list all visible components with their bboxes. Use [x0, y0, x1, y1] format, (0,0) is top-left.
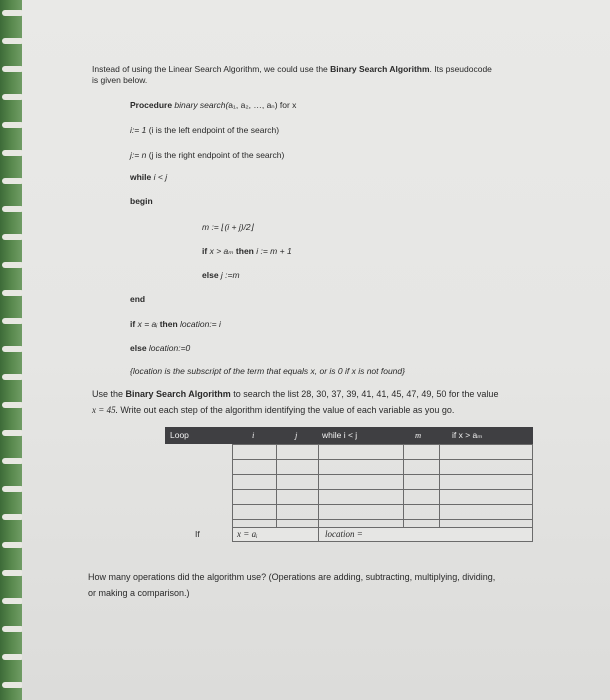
cell-i-row-2[interactable]	[232, 459, 277, 475]
while-line	[130, 172, 167, 182]
cell-i-row-4[interactable]	[232, 489, 277, 505]
m-assign: m := ⌊(i + j)/2⌋	[202, 222, 254, 232]
cell-m-row-3[interactable]	[403, 474, 440, 490]
cell-i-row-1[interactable]	[232, 444, 277, 460]
final-if-keyword: if	[130, 319, 136, 329]
cell-while-row-4[interactable]	[318, 489, 404, 505]
else-line	[202, 270, 240, 280]
intro-text: Instead of using the Linear Search Algorithm, we could use the	[92, 64, 328, 74]
cell-i-row-5[interactable]	[232, 504, 277, 520]
cell-if-row-4[interactable]	[439, 489, 533, 505]
table-body	[165, 444, 533, 542]
header-m: m	[415, 430, 422, 440]
begin-keyword: begin	[130, 196, 153, 206]
then-keyword: then	[235, 246, 254, 256]
binding-ring	[2, 66, 24, 72]
header-i: i	[252, 430, 255, 440]
cell-while-row-5[interactable]	[318, 504, 404, 520]
location-comment: {location is the subscript of the term that equals x, or is 0 if x is not found}	[130, 366, 405, 376]
binding-ring	[2, 346, 24, 352]
header-loop: Loop	[170, 430, 189, 440]
binding-ring	[2, 626, 24, 632]
else-keyword: else	[202, 270, 219, 280]
binding-ring	[2, 178, 24, 184]
binding-ring	[2, 38, 24, 44]
cell-if-row-1[interactable]	[439, 444, 533, 460]
if-condition: x > aₘ	[209, 246, 234, 256]
intro-line-1	[92, 64, 492, 74]
binding-ring	[2, 10, 24, 16]
binding-ring	[2, 486, 24, 492]
cell-m-row-1[interactable]	[403, 444, 440, 460]
i-assign: i:= 1	[130, 125, 147, 135]
binding-ring	[2, 598, 24, 604]
m-assign-line	[202, 222, 254, 233]
final-else-line	[130, 343, 190, 353]
end-keyword: end	[130, 294, 146, 304]
final-if-line	[130, 319, 221, 329]
i-comment: (i is the left endpoint of the search)	[148, 125, 280, 135]
while-condition: i < j	[153, 172, 168, 182]
header-j: j	[295, 430, 298, 440]
ops-question-line-1: How many operations did the algorithm use? (Operations are adding, subtracting, multiplying, dividing,	[88, 572, 496, 582]
cell-j-row-4[interactable]	[276, 489, 319, 505]
header-if: if x > aₘ	[452, 430, 483, 440]
target-value: x = 45.	[92, 405, 118, 415]
binding-ring	[2, 122, 24, 128]
j-init-line	[130, 150, 284, 160]
cell-j-row-2[interactable]	[276, 459, 319, 475]
while-keyword: while	[130, 172, 152, 182]
binding-ring	[2, 458, 24, 464]
cell-m-row-4[interactable]	[403, 489, 440, 505]
binding-ring	[2, 570, 24, 576]
intro-text-tail: . Its pseudocode	[429, 64, 492, 74]
cell-m-row-5[interactable]	[403, 504, 440, 520]
cell-while-row-1[interactable]	[318, 444, 404, 460]
ops-question-line-2: or making a comparison.)	[88, 588, 190, 598]
table-header	[165, 427, 533, 444]
location-cell[interactable]	[318, 527, 533, 542]
final-else-action: location:=0	[148, 343, 191, 353]
procedure-keyword: Procedure	[130, 100, 173, 110]
binding-ring	[2, 430, 24, 436]
procedure-line	[130, 100, 296, 111]
if-keyword: if	[202, 246, 208, 256]
cell-m-row-2[interactable]	[403, 459, 440, 475]
header-while: while i < j	[322, 430, 358, 440]
question-text: Use the	[92, 389, 124, 399]
cell-while-row-3[interactable]	[318, 474, 404, 490]
cell-if-row-2[interactable]	[439, 459, 533, 475]
final-then-keyword: then	[159, 319, 178, 329]
then-action: i := m + 1	[256, 246, 292, 256]
question-list: to search the list 28, 30, 37, 39, 41, 41, 45, 47, 49, 50 for the value	[233, 389, 499, 399]
final-then-action: location:= i	[180, 319, 221, 329]
if-row-condition-cell[interactable]	[232, 527, 319, 542]
binding-ring	[2, 318, 24, 324]
cell-j-row-5[interactable]	[276, 504, 319, 520]
binding-ring	[2, 542, 24, 548]
j-comment: (j is the right endpoint of the search)	[148, 150, 285, 160]
binding-ring	[2, 654, 24, 660]
binding-ring	[2, 290, 24, 296]
trace-table	[165, 427, 533, 542]
if-then-line	[202, 246, 292, 257]
procedure-args: a₁, a₂, …, aₙ	[228, 100, 275, 110]
binding-ring	[2, 206, 24, 212]
procedure-tail: ) for x	[274, 100, 297, 110]
question-line-2	[92, 405, 454, 415]
question-bold-term: Binary Search Algorithm	[125, 389, 231, 399]
cell-j-row-3[interactable]	[276, 474, 319, 490]
cell-while-row-2[interactable]	[318, 459, 404, 475]
intro-line-2: is given below.	[92, 75, 148, 85]
final-else-keyword: else	[130, 343, 147, 353]
intro-bold-term: Binary Search Algorithm	[330, 64, 430, 74]
binding-ring	[2, 234, 24, 240]
location-label: location =	[325, 529, 363, 539]
binding-ring	[2, 374, 24, 380]
cell-j-row-1[interactable]	[276, 444, 319, 460]
procedure-name: binary search(	[174, 100, 229, 110]
if-row-label: If	[195, 529, 200, 539]
question-line-1	[92, 389, 498, 399]
question-instruction: Write out each step of the algorithm identifying the value of each variable as you go.	[120, 405, 455, 415]
binding-ring	[2, 150, 24, 156]
final-if-condition: x = aᵢ	[137, 319, 158, 329]
binding-ring	[2, 682, 24, 688]
binding-ring	[2, 514, 24, 520]
else-action: j :=m	[220, 270, 240, 280]
binding-ring	[2, 262, 24, 268]
worksheet-page	[22, 0, 610, 700]
cell-i-row-3[interactable]	[232, 474, 277, 490]
i-init-line	[130, 125, 279, 135]
j-assign: j:= n	[130, 150, 147, 160]
binding-ring	[2, 402, 24, 408]
if-row-condition: x = aᵢ	[237, 529, 258, 539]
cell-if-row-5[interactable]	[439, 504, 533, 520]
binding-ring	[2, 94, 24, 100]
cell-if-row-3[interactable]	[439, 474, 533, 490]
